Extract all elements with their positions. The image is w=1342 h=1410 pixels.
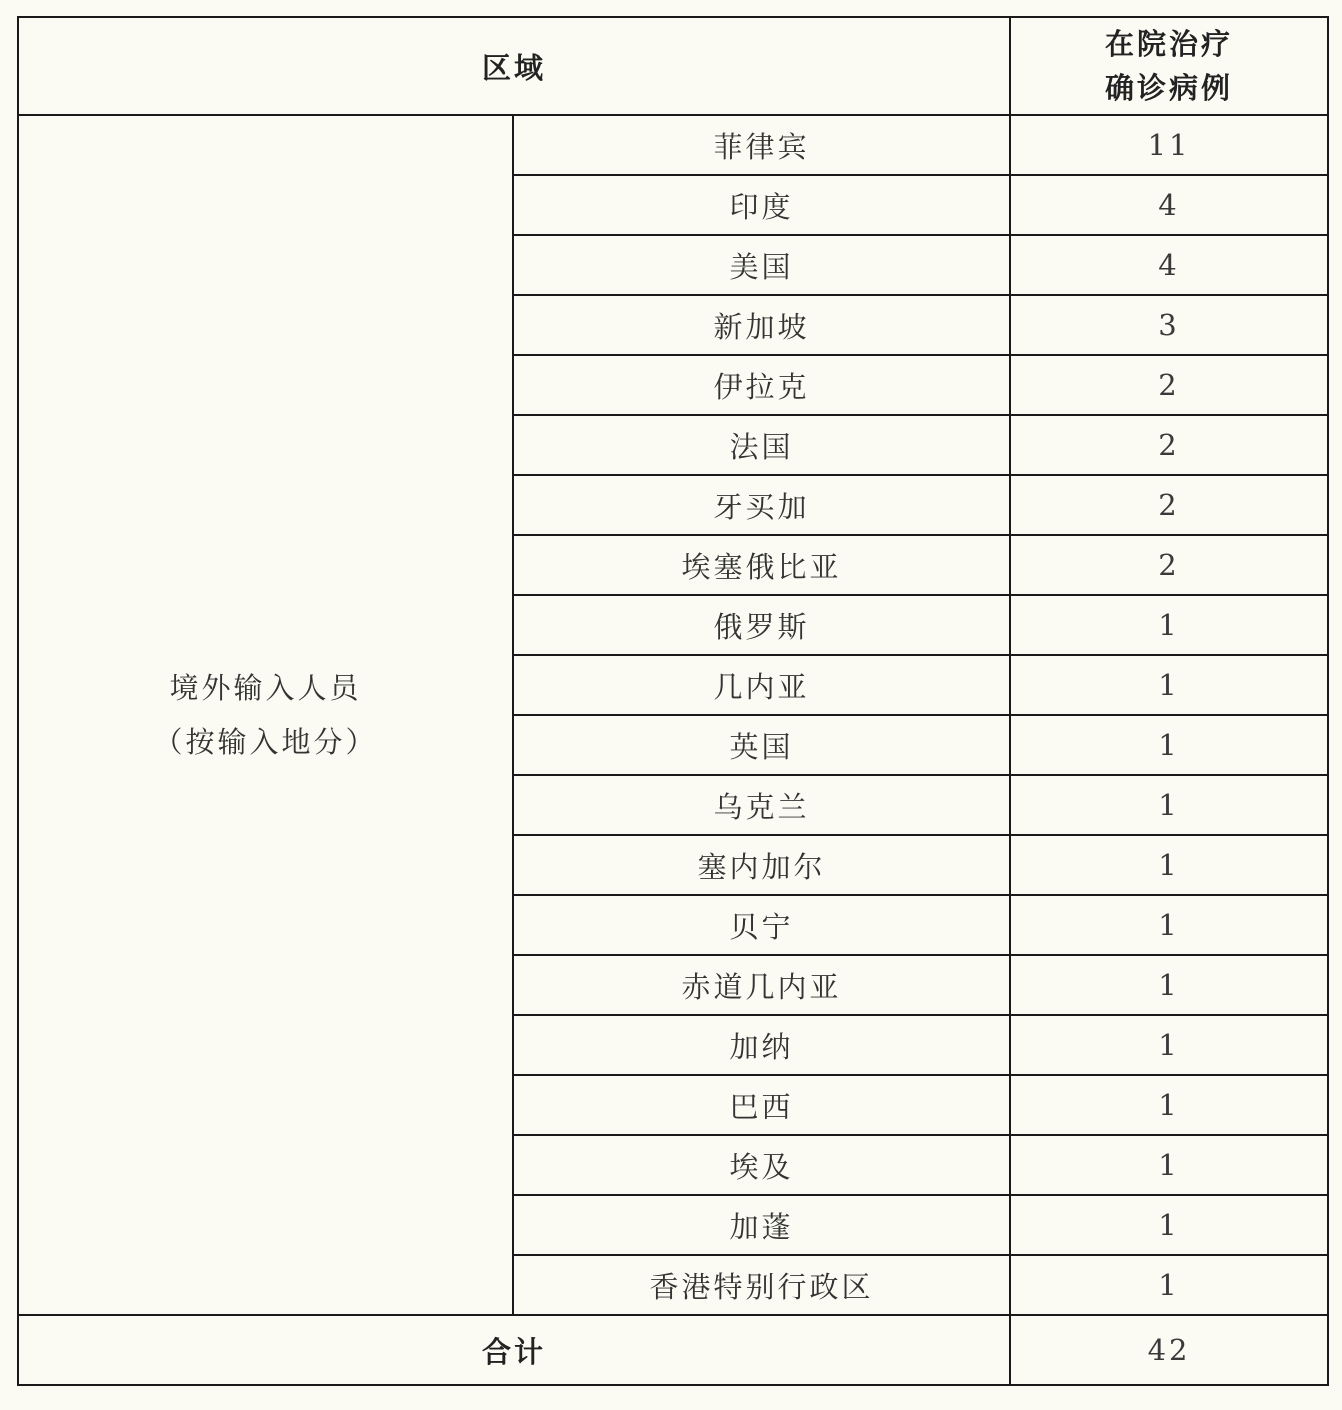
count-cell: 1 [1010,955,1328,1015]
count-cell: 4 [1010,175,1328,235]
place-cell: 几内亚 [513,655,1010,715]
count-cell: 1 [1010,1015,1328,1075]
count-cell: 1 [1010,895,1328,955]
count-cell: 1 [1010,835,1328,895]
count-cell: 1 [1010,715,1328,775]
count-cell: 2 [1010,415,1328,475]
count-cell: 1 [1010,1255,1328,1315]
place-cell: 新加坡 [513,295,1010,355]
cases-header [1010,17,1328,115]
count-cell: 11 [1010,115,1328,175]
place-cell: 美国 [513,235,1010,295]
count-cell: 3 [1010,295,1328,355]
count-cell: 1 [1010,775,1328,835]
place-cell: 埃塞俄比亚 [513,535,1010,595]
group-label-cell [18,115,513,1315]
place-cell: 菲律宾 [513,115,1010,175]
place-cell: 香港特别行政区 [513,1255,1010,1315]
header-row [18,17,1328,115]
cases-header-line2: 确诊病例 [1105,71,1234,105]
cases-table [17,16,1329,1386]
place-cell: 赤道几内亚 [513,955,1010,1015]
place-cell: 英国 [513,715,1010,775]
count-cell: 2 [1010,475,1328,535]
region-header: 区域 [18,17,1010,115]
count-cell: 1 [1010,655,1328,715]
count-cell: 2 [1010,355,1328,415]
count-cell: 2 [1010,535,1328,595]
total-count: 42 [1010,1315,1328,1385]
place-cell: 贝宁 [513,895,1010,955]
count-cell: 1 [1010,1075,1328,1135]
count-cell: 1 [1010,1135,1328,1195]
count-cell: 1 [1010,1195,1328,1255]
place-cell: 法国 [513,415,1010,475]
place-cell: 伊拉克 [513,355,1010,415]
place-cell: 俄罗斯 [513,595,1010,655]
place-cell: 加蓬 [513,1195,1010,1255]
count-cell: 1 [1010,595,1328,655]
place-cell: 印度 [513,175,1010,235]
place-cell: 乌克兰 [513,775,1010,835]
place-cell: 加纳 [513,1015,1010,1075]
group-label-line1: 境外输入人员 [169,671,362,705]
place-cell: 牙买加 [513,475,1010,535]
place-cell: 塞内加尔 [513,835,1010,895]
place-cell: 巴西 [513,1075,1010,1135]
count-cell: 4 [1010,235,1328,295]
cases-header-line1: 在院治疗 [1105,27,1234,61]
total-label: 合计 [18,1315,1010,1385]
place-cell: 埃及 [513,1135,1010,1195]
table-row [18,115,1328,175]
total-row [18,1315,1328,1385]
group-label-line2: （按输入地分） [153,725,378,759]
